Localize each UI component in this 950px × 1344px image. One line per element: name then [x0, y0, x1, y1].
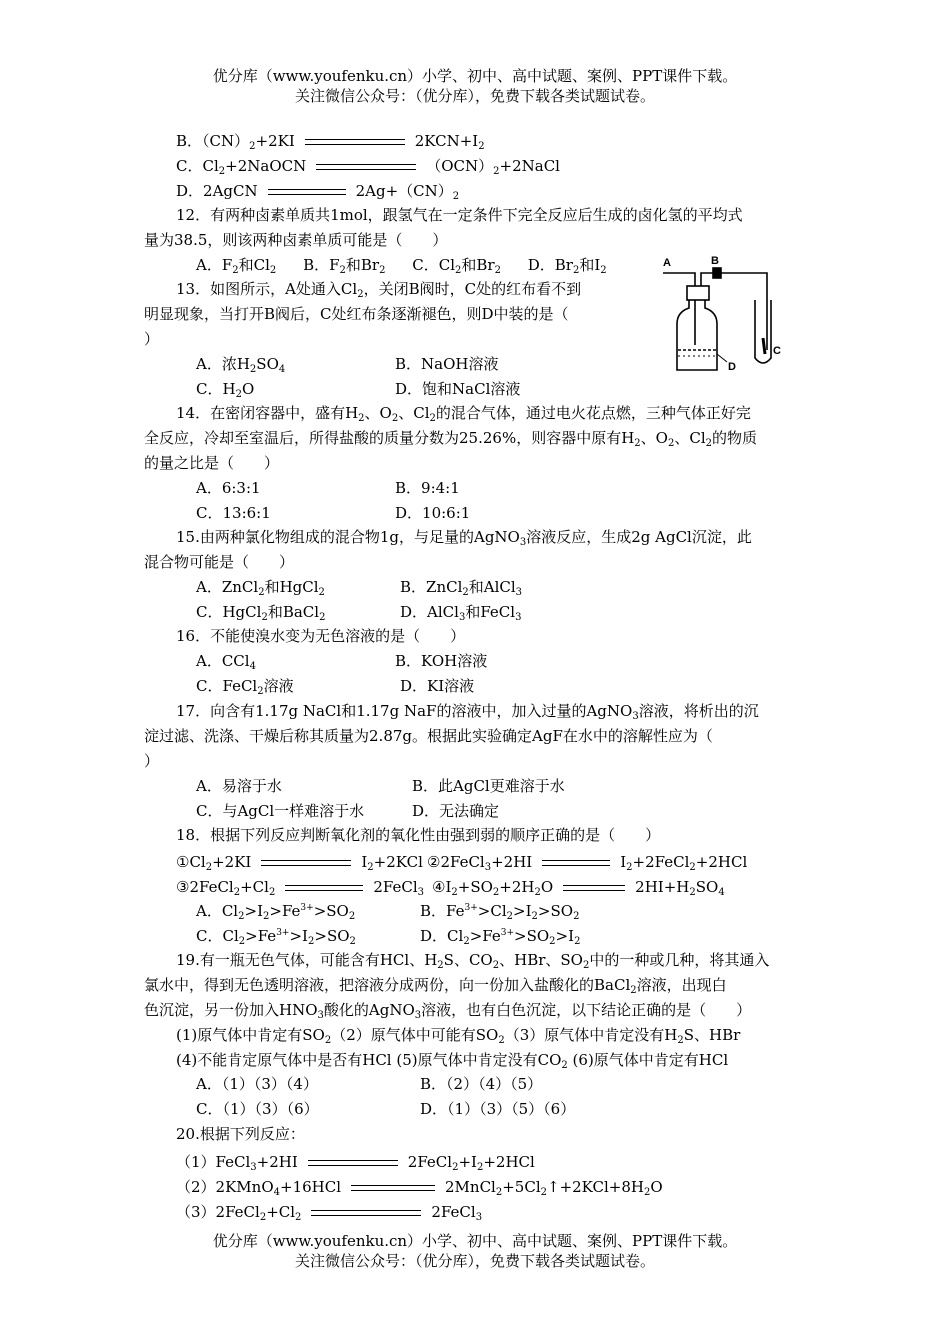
q16-option-a: A．CCl$_4$	[196, 652, 256, 672]
gas-bottle	[677, 300, 717, 370]
q17-option-a: A．易溶于水	[196, 777, 282, 795]
q14-text-2: 全反应，冷却至室温后，所得盐酸的质量分数为25.26%，则容器中原有$H_2$、$O_2$、$Cl_2$的物质	[144, 429, 758, 449]
q12-text-2: 量为38.5，则该两种卤素单质可能是（ ）	[144, 231, 448, 249]
q15-option-d: D．AlCl$_3$和FeCl$_3$	[400, 603, 522, 623]
q14-option-a: A．6:3:1	[196, 479, 261, 497]
q16-option-b: B．KOH溶液	[395, 652, 488, 670]
equals-sign	[268, 189, 346, 195]
q12-text-1: 12．有两种卤素单质共1mol，跟氢气在一定条件下完全反应后生成的卤化氢的平均式	[176, 206, 743, 224]
q19-option-a: A．（1）（3）（4）	[196, 1075, 318, 1093]
q13-text-2: 明显现象，当打开B阀后，C处红布条逐渐褪色，则D中装的是（	[144, 305, 569, 323]
equals-sign	[311, 1210, 421, 1216]
inlet-tube	[663, 273, 695, 345]
equals-sign	[305, 139, 405, 145]
q19-option-b: B．（2）（4）（5）	[420, 1075, 543, 1093]
test-tube	[755, 300, 771, 363]
q11-option-c: C．$Cl_2+2NaOCN$ $(OCN)_2+2NaCl$	[176, 157, 560, 177]
q13-text-3: ）	[144, 330, 160, 348]
q19-text-2: 氯水中，得到无色透明溶液，把溶液分成两份，向一份加入盐酸化的BaCl$_2$溶液，出现白	[144, 976, 727, 996]
gas-apparatus-diagram	[655, 250, 795, 376]
q20-text-1: 20.根据下列反应：	[176, 1125, 305, 1143]
label-a: A	[663, 257, 671, 269]
q15-text-2: 混合物可能是（ ）	[144, 553, 295, 571]
equals-sign	[316, 164, 416, 170]
red-cloth-strip	[763, 338, 765, 354]
q12-options: A．$F_2$和$Cl_2$ B．$F_2$和$Br_2$ C．$Cl_2$和$Br_2$ D．$Br_2$和$I_2$	[196, 256, 607, 276]
q13-option-c: C．$H_2O$	[196, 380, 255, 400]
q13-option-d: D．饱和NaCl溶液	[395, 380, 521, 398]
q17-option-b: B．此AgCl更难溶于水	[412, 777, 565, 795]
stopper	[687, 286, 709, 300]
footer-line-1: 优分库（www.youfenku.cn）小学、初中、高中试题、案例、PPT课件下载。	[212, 1232, 738, 1250]
label-b: B	[711, 255, 719, 267]
q11-option-d: D．2AgCN $2Ag+(CN)_2$	[176, 182, 460, 202]
equals-sign	[308, 1160, 398, 1166]
q19-text-1: 19.有一瓶无色气体，可能含有HCl、$H_2S$、$CO_2$、HBr、$SO_2$中的一种或几种，将其通入	[176, 951, 770, 971]
header-line-1: 优分库（www.youfenku.cn）小学、初中、高中试题、案例、PPT课件下载。	[212, 67, 738, 85]
q19-option-d: D．（1）（3）（5）（6）	[420, 1100, 576, 1118]
q17-text-2: 淀过滤、洗涤、干燥后称其质量为2.87g。根据此实验确定AgF在水中的溶解性应为（	[144, 727, 713, 745]
q15-text-1: 15.由两种氯化物组成的混合物1g，与足量的AgNO$_3$溶液反应，生成2g AgCl沉淀，此	[176, 528, 752, 548]
q16-option-d: D．KI溶液	[400, 677, 475, 695]
q13-option-a: A．浓$H_2SO_4$	[196, 355, 286, 375]
q18-reaction-4: $④I_2+SO_2+2H_2O$ $2HI+H_2SO_4$	[432, 878, 725, 898]
q20-reaction-3: $(3)2FeCl_2+Cl_2$ 2FeCl$_3$	[176, 1203, 483, 1223]
q16-option-c: C．FeCl$_2$溶液	[196, 677, 294, 697]
q14-option-d: D．10:6:1	[395, 504, 471, 522]
q19-option-c: C．（1）（3）（6）	[196, 1100, 319, 1118]
header-line-2: 关注微信公众号：（优分库），免费下载各类试题试卷。	[294, 87, 655, 105]
q18-text-1: 18．根据下列反应判断氧化剂的氧化性由强到弱的顺序正确的是（ ）	[176, 826, 661, 844]
q13-option-b: B．NaOH溶液	[395, 355, 499, 373]
q16-text-1: 16．不能使溴水变为无色溶液的是（ ）	[176, 627, 466, 645]
q18-reaction-2: ②2FeCl$_3$+2HI $I_2+2FeCl_2+2HCl$	[427, 853, 748, 873]
q18-reaction-3: $③2FeCl_2+Cl_2$ 2FeCl$_3$	[176, 878, 424, 898]
q11-option-b: B．$(CN)_2+2KI$ $2KCN+I_2$	[176, 132, 485, 152]
q15-option-a: A．ZnCl$_2$和HgCl$_2$	[196, 578, 325, 598]
q13-text-1: 13．如图所示，A处通入$Cl_2$，关闭B阀时，C处的红布看不到	[176, 280, 582, 300]
q19-statements-1: (1)原气体中肯定有$SO_2(2)$原气体中可能有$SO_2(3)$原气体中肯定没有$H_2S$、HBr	[176, 1026, 741, 1046]
q14-text-3: 的量之比是（ ）	[144, 454, 280, 472]
label-c: C	[773, 345, 781, 357]
q20-reaction-2: （2）2KMnO$_4$+16HCl $2MnCl_2+5Cl_2↑+2KCl+8H_2O$	[176, 1178, 663, 1198]
label-d: D	[728, 361, 736, 373]
q17-option-d: D．无法确定	[412, 802, 500, 820]
equals-sign	[542, 860, 610, 866]
q17-text-1: 17．向含有1.17g NaCl和1.17g NaF的溶液中，加入过量的AgNO$_3$溶液，将析出的沉	[176, 702, 759, 722]
q18-option-c: C．$Cl_2>Fe^{3+}>I_2>SO_2$	[196, 927, 356, 947]
q19-statements-2: (4)不能肯定原气体中是否有HCl (5)原气体中肯定没有$CO_2$ (6)原气体中肯定有HCl	[176, 1051, 729, 1071]
q18-option-d: D．$Cl_2>Fe^{3+}>SO_2>I_2$	[420, 927, 581, 947]
q17-text-3: ）	[144, 752, 160, 770]
equals-sign	[285, 885, 363, 891]
equals-sign	[563, 885, 625, 891]
q15-option-c: C．HgCl$_2$和BaCl$_2$	[196, 603, 326, 623]
q18-option-a: A．$Cl_2>I_2>Fe^{3+}>SO_2$	[196, 902, 356, 922]
equals-sign	[351, 1185, 435, 1191]
q18-option-b: B．$Fe^{3+}>Cl_2>I_2>SO_2$	[420, 902, 580, 922]
q15-option-b: B．ZnCl$_2$和AlCl$_3$	[400, 578, 523, 598]
q17-option-c: C．与AgCl一样难溶于水	[196, 802, 365, 820]
q19-text-3: 色沉淀，另一份加入$HNO_3$酸化的AgNO$_3$溶液，也有白色沉淀，以下结论正确的是（ ）	[144, 1001, 752, 1021]
valve-b	[713, 268, 721, 278]
q18-reaction-1: $①Cl_2+2KI$ $I_2+2KCl$	[176, 853, 423, 873]
q14-option-b: B．9:4:1	[395, 479, 460, 497]
q20-reaction-1: （1）FeCl$_3$+2HI $2FeCl_2+I_2+2HCl$	[176, 1153, 535, 1173]
footer-line-2: 关注微信公众号：（优分库），免费下载各类试题试卷。	[294, 1252, 655, 1270]
equals-sign	[261, 860, 351, 866]
q14-text-1: 14．在密闭容器中，盛有$H_2$、$O_2$、$Cl_2$的混合气体，通过电火花点燃，三种气体正好完	[176, 404, 751, 424]
q14-option-c: C．13:6:1	[196, 504, 271, 522]
